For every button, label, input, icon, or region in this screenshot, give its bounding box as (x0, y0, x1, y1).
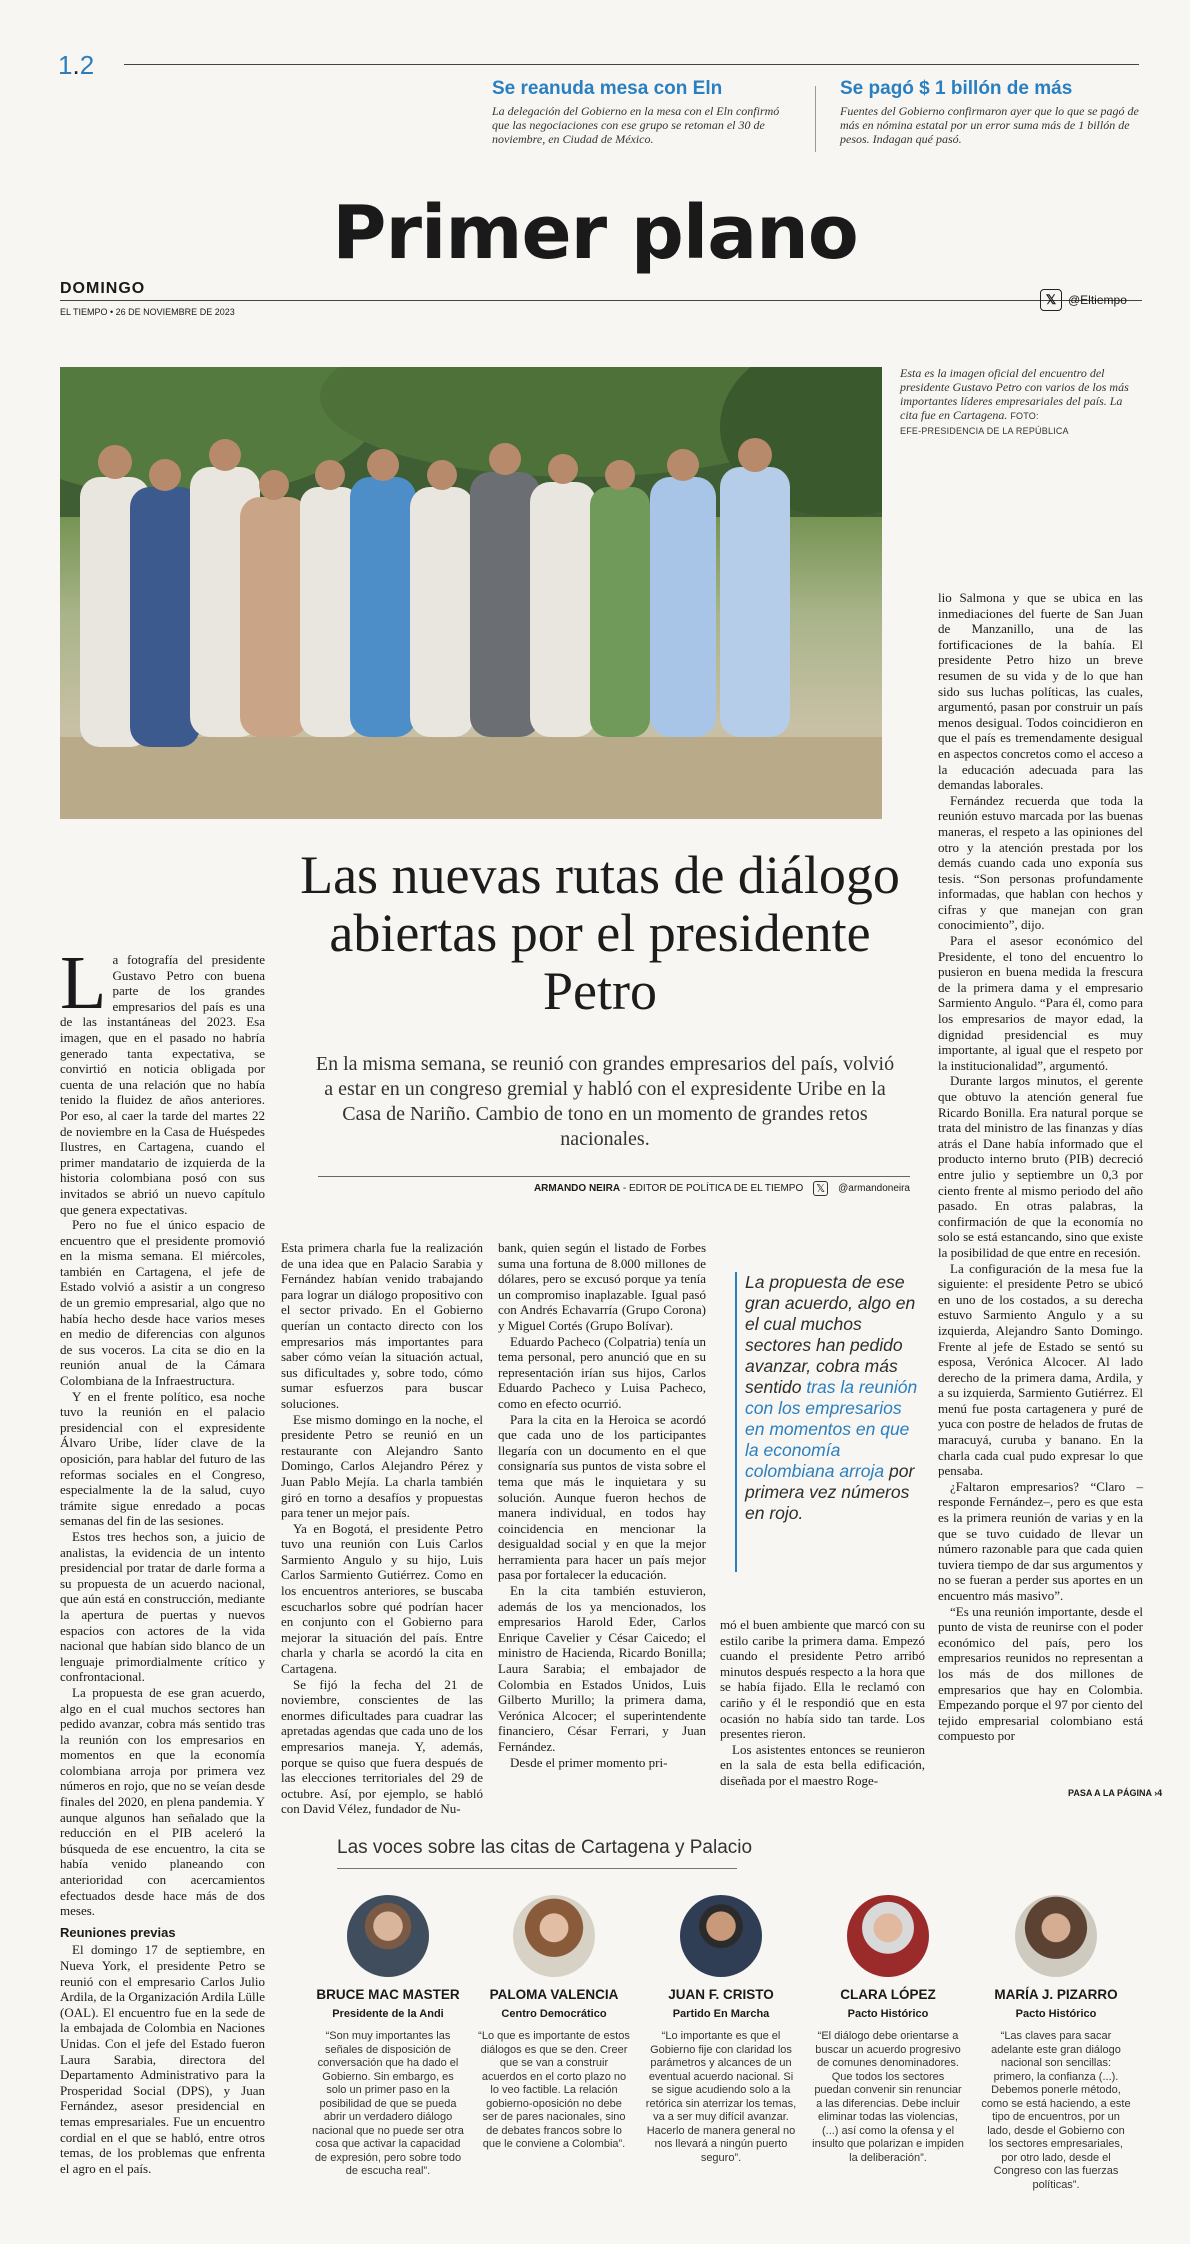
author-handle[interactable]: @armandoneira (838, 1183, 910, 1194)
photo-credit: EFE-PRESIDENCIA DE LA REPÚBLICA (900, 426, 1069, 436)
voice-role: Centro Democrático (501, 2008, 607, 2020)
voice-role: Pacto Histórico (847, 2008, 929, 2020)
avatar (513, 1895, 595, 1977)
voice-role: Partido En Marcha (672, 2008, 770, 2020)
pull-quote: La propuesta de ese gran acuerdo, algo en el cual muchos sectores han pedido avanzar, cobra más sentido tras la reunión con los empresarios en momentos en que la economía colombiana arroja por primera vez números en rojo. (745, 1272, 918, 1523)
teaser-eln[interactable] (492, 78, 792, 146)
x-logo-icon: 𝕏 (1040, 289, 1062, 311)
continues-link[interactable]: PASA A LA PÁGINA ›4 (1068, 1788, 1163, 1798)
dropcap: L (60, 941, 107, 1025)
byline (320, 1181, 910, 1196)
voice-role: Presidente de la Andi (332, 2008, 444, 2020)
teaser-divider (815, 86, 816, 152)
top-rule (124, 64, 1139, 65)
avatar (347, 1895, 429, 1977)
x-handle[interactable] (1040, 289, 1127, 311)
voice-quote: “El diálogo debe orientarse a buscar un acuerdo progresivo de comunes denominadores. Que todos los sectores puedan convenir sin renunciar a las diferencias. Debe incluir eliminar todas las violencias, (...) así como la ofensa y el insulto que polarizan e impiden la deliberación”. (812, 2030, 964, 2164)
photo-caption: Esta es la imagen oficial del encuentro del presidente Gustavo Petro con varios de los más importantes líderes empresariales del país. La cita fue en Cartagena. FOTO: EFE-PRESIDENCIA DE LA REPÚBLICA (900, 366, 1129, 436)
voice-quote: “Lo que es importante de estos diálogos es que se den. Creer que se van a construir acuerdos en el corto plazo no lo veo factible. La relación gobierno-oposición no debe ser de pares nacionales, sino de debates francos sobre lo que le conviene a Colombia”. (478, 2030, 630, 2150)
teaser-billon[interactable] (840, 78, 1140, 146)
teaser-text: Fuentes del Gobierno confirmaron ayer que lo que se pagó de más en nómina estatal por un error suma más de 1 billón de pesos. Indagan qué pasó. (840, 104, 1139, 146)
voice-role: Pacto Histórico (1015, 2008, 1097, 2020)
voice-card (980, 1895, 1132, 2192)
day-label: DOMINGO (60, 280, 146, 297)
section-title: Primer plano (332, 190, 858, 276)
subhead: Reuniones previas (60, 1924, 176, 1940)
voice-card (312, 1895, 464, 2179)
voices-title: Las voces sobre las citas de Cartagena y Palacio (337, 1837, 753, 1858)
voice-name: MARÍA J. PIZARRO (994, 1987, 1118, 2002)
article-column-2: Esta primera charla fue la realización de una idea que en Palacio Sarabia y Fernández habían venido trabajando para lograr un diálogo propositivo con el sector privado. En el Gobierno querían un contacto directo con los empresarios más importantes para saber cómo veían la situación actual, sus dificultades y, sobre todo, cómo sumar esfuerzos para buscar soluciones. Ese mismo domingo en la noche, el presidente Petro se reunió en un restaurante con Alejandro Santo Domingo, Carlos Alejandro Pérez y Juan Pablo Mejía. La charla también giró en torno a desafíos y propuestas para tener un mejor país. Ya en Bogotá, el presidente Petro tuvo una reunión con Luis Carlos Sarmiento Angulo y su hijo, Luis Carlos Sarmiento Gutiérrez. Como en los encuentros anteriores, se buscaba escucharlos sobre qué podrían hacer en conjunto con el Gobierno para mejorar la situación del país. Entre charla y charla se acordó la cita en Cartagena. Se fijó la fecha del 21 de noviembre, conscientes de las enormes dificultades para cuadrar las apretadas agendas que cada uno de los empresarios maneja. Y, además, porque se quiso que fuera después de las elecciones territoriales del 29 de octubre. Así, por ejemplo, se habló con David Vélez, fundador de Nu- (281, 1240, 483, 1817)
article-dek: En la misma semana, se reunió con grandes empresarios del país, volvió a estar en un congreso gremial y habló con el expresidente Uribe en la Casa de Nariño. Cambio de tono en un momento de grandes retos nacionales. (315, 1053, 895, 1150)
voice-card (645, 1895, 797, 2165)
masthead-date: EL TIEMPO • 26 DE NOVIEMBRE DE 2023 (60, 307, 235, 317)
avatar (680, 1895, 762, 1977)
x-small-icon: 𝕏 (813, 1181, 828, 1196)
masthead-rule (60, 300, 1142, 301)
voice-name: BRUCE MAC MASTER (316, 1987, 460, 2002)
photo-credit-label: FOTO: (1010, 411, 1039, 421)
group-photo (60, 367, 882, 819)
voice-card (478, 1895, 630, 2152)
avatar (847, 1895, 929, 1977)
voices-rule (337, 1868, 737, 1869)
voice-name: PALOMA VALENCIA (489, 1987, 619, 2002)
author-name: ARMANDO NEIRA (533, 1183, 621, 1194)
teaser-title: Se pagó $ 1 billón de más (840, 78, 1073, 99)
byline-rule (318, 1176, 910, 1177)
group-photo-illustration (60, 367, 882, 819)
author-role: - EDITOR DE POLÍTICA DE EL TIEMPO (622, 1183, 804, 1194)
teaser-title: Se reanuda mesa con Eln (492, 78, 723, 99)
page-number: 1.2 (58, 50, 95, 80)
voice-quote: “Son muy importantes las señales de disposición de conversación que ha dado el Gobierno. Sin embargo, es solo un primer paso en la posibilidad de que se pueda abrir un verdadero diálogo nacional que no puede ser otra cosa que activar la capacidad de expresión, pero sobre todo de escucha real”. (312, 2030, 464, 2177)
voice-name: CLARA LÓPEZ (840, 1987, 936, 2002)
article-column-4: mó el buen ambiente que marcó con su estilo caribe la primera dama. Empezó cuando el presidente Petro arribó minutos después respecto a la hora que se había fijado. Ella le reclamó con cariño y él le respondió que en esta ocasión no había sido tan tarde. Los presentes rieron. Los asistentes entonces se reunieron en la sala de esta bella edificación, diseñada por el maestro Roge- (720, 1617, 925, 1788)
article-column-1: La fotografía del presidente Gustavo Petro con buena parte de los grandes empresarios del país es una de las instantáneas del 2023. Esa imagen, que en el pasado no habría generado tanta expectativa, se convirtió en noticia obligada por cuenta de una relación que no había tenido la fluidez de años anteriores. Por eso, al caer la tarde del martes 22 de noviembre en la Casa de Huéspedes Ilustres, en Cartagena, cuando el primer mandatario de izquierda de la historia colombiana posó con sus invitados se abrió un nuevo capítulo que genera expectativas. Pero no fue el único espacio de encuentro que el presidente promovió en la misma semana. El miércoles, también en Cartagena, el jefe de Estado volvió a asistir a un congreso de un gremio empresarial, algo que no había hecho desde hace varios meses en medio de diferencias con algunos de sus voceros. La cita se dio en la reunión anual de la Cámara Colombiana de la Infraestructura. Y en el frente político, esa noche tuvo la reunión en el palacio presidencial con el expresidente Álvaro Uribe, líder clave de la oposición, para hablar del futuro de las reformas sociales en el Congreso, especialmente la de la salud, cuyo trámite sigue enredado a pocas semanas del fin de las sesiones. Estos tres hechos son, a juicio de analistas, la evidencia de un intento presidencial por tratar de darle forma a su propuesta de un acuerdo nacional, que aún está en construcción, mediante la apertura de puertas y nuevos espacios con actores de la vida nacional que habían sido blanco de un lenguaje primordialmente crítico y confrontacional. La propuesta de ese gran acuerdo, algo en el cual muchos sectores han pedido avanzar, cobra más sentido tras la reunión con los empresarios en momentos en que la economía colombiana arroja por primera vez números en rojo, que no se veían desde finales del 2020, en plena pandemia. Y aunque algunos han señalado que la reducción en el PIB aceleró la búsqueda de ese encuentro, la cita se había venido planeando con anterioridad con acercamientos efectuados desde hace más de dos meses. Reuniones previas El domingo 17 de septiembre, en Nueva York, el presidente Petro se reunió con el empresario Carlos Julio Ardila, de la Organización Ardila Lülle (OAL). El encuentro fue en la sede de la embajada de Colombia en Naciones Unidas. Con el jefe del Estado fueron Laura Sarabia, directora del Departamento Administrativo para la Prosperidad Social (DPS), y Juan Fernández, asesor presidencial en temas empresariales. Fue un encuentro cordial en el que se habló, entre otros temas, de los problemas que enfrenta el agro en el país. (60, 941, 265, 2176)
article-headline: Las nuevas rutas de diálogo abiertas por el presidente Petro (300, 845, 900, 1021)
voice-quote: “Lo importante es que el Gobierno fije con claridad los parámetros y alcances de un eventual acuerdo nacional. Si se sigue acudiendo solo a la retórica sin aterrizar los temas, va a ser muy difícil avanzar. Hacerlo de manera general no nos llevará a ningún puerto seguro”. (645, 2030, 797, 2164)
pull-quote-bar (735, 1272, 737, 1572)
article-column-3: bank, quien según el listado de Forbes suma una fortuna de 8.000 millones de dólares, pero se excusó porque ya tenía un compromiso inaplazable. Igual pasó con Andrés Echavarría (Grupo Corona) y Miguel Cortés (Grupo Bolívar). Eduardo Pacheco (Colpatria) tenía un tema personal, pero anunció que en su representación irían sus hijos, Carlos Eduardo Pacheco y Luisa Pacheco, como en efecto ocurrió. Para la cita en la Heroica se acordó que cada uno de los participantes llegaría con un documento en el que consignaría sus puntos de vista sobre el tema que más le inquietara y su solución. Aunque fueron hechos de manera individual, en todos hay coincidencia en mencionar la desigualdad social y en que la mejor herramienta para hacer un país mejor pasa por fortalecer la educación. En la cita también estuvieron, además de los ya mencionados, los empresarios Harold Eder, Carlos Enrique Cavelier y César Caicedo; el ministro de Hacienda, Ricardo Bonilla; Laura Sarabia; el embajador de Colombia en Estados Unidos, Luis Gilberto Murillo; la primera dama, Verónica Alcocer; el superintendente financiero, César Ferrari, y Juan Fernández. Desde el primer momento pri- (498, 1240, 706, 1770)
avatar (1015, 1895, 1097, 1977)
teaser-text: La delegación del Gobierno en la mesa con el Eln confirmó que las negociaciones con ese grupo se retoman el 30 de noviembre, en Ciudad de México. (492, 104, 780, 146)
voice-card (812, 1895, 964, 2165)
voice-name: JUAN F. CRISTO (668, 1987, 774, 2002)
x-handle-text: @Eltiempo (1068, 293, 1127, 307)
voice-quote: “Las claves para sacar adelante este gran diálogo nacional son sencillas: primero, la confianza (...). Debemos ponerle método, como se está haciendo, a este tipo de encuentros, por un lado, desde el Gobierno con los sectores empresariales, por otro lado, desde el Congreso con las fuerzas políticas”. (981, 2030, 1131, 2191)
article-column-5: lio Salmona y que se ubica en las inmediaciones del fuerte de San Juan de Manzanillo, una de las fortificaciones de la bahía. El presidente Petro hizo un breve resumen de su vida y de lo que han sido sus luchas políticas, las cuales, argumentó, pasan por construir un país menos desigual. Todos coincidieron en que el país es tremendamente desigual en aspectos concretos como el acceso a la educación adecuada para las demandas laborales. Fernández recuerda que toda la reunión estuvo marcada por las buenas maneras, el respeto a las opiniones del otro y la atención prestada por los demás cuando cada uno exponía sus tesis. “Son personas profundamente informadas, que hablan con hechos y cifras y que manejan con gran conocimiento”, dijo. Para el asesor económico del Presidente, el tono del encuentro lo pusieron en buena medida la frescura de la primera dama y el empresario Sarmiento Angulo. “Para él, como para los empresarios de mayor edad, la dignidad presidencial es muy importante, al igual que el respeto por la institucionalidad”, argumentó. Durante largos minutos, el gerente que obtuvo la atención general fue Ricardo Bonilla. Era natural porque se trata del ministro de las finanzas y días atrás el Dane había informado que el producto interno bruto (PIB) decreció entre julio y septiembre un 0,3 por ciento frente al mismo periodo del año pasado. En otras palabras, la confirmación de que la economía no solo se está estancando, sino que existe la posibilidad de que entre en recesión. La configuración de la mesa fue la siguiente: el presidente Petro se ubicó en uno de los costados, a su derecha estuvo Sarmiento Angulo y a su izquierda, Alejandro Santo Domingo. Frente al jefe de Estado se sentó su esposa, Verónica Alcocer. Al lado derecho de la primera dama, Ardila, y a su izquierda, Sarmiento Gutiérrez. El menú fue posta cartagenera y puré de yuca con postre de helados de frutas de maracuyá, curuba y banano. En la charla cada cual pudo expresar lo que pensaba. ¿Faltaron empresarios? “Claro –responde Fernández–, pero es que esta es la primera reunión de varias y en la que se tuvo cuidado de llevar un número razonable para que cada quien tuviera tiempo de dar sus argumentos y no se fueran a perder sus aportes en un encuentro más masivo”. “Es una reunión importante, desde el punto de vista de reunirse con el poder económico del país, pero los empresarios reunidos no representan a los más de dos millones de empresarios que hay en Colombia. Empezando porque el 97 por ciento del tejido empresarial colombiano está compuesto por (938, 590, 1143, 1744)
